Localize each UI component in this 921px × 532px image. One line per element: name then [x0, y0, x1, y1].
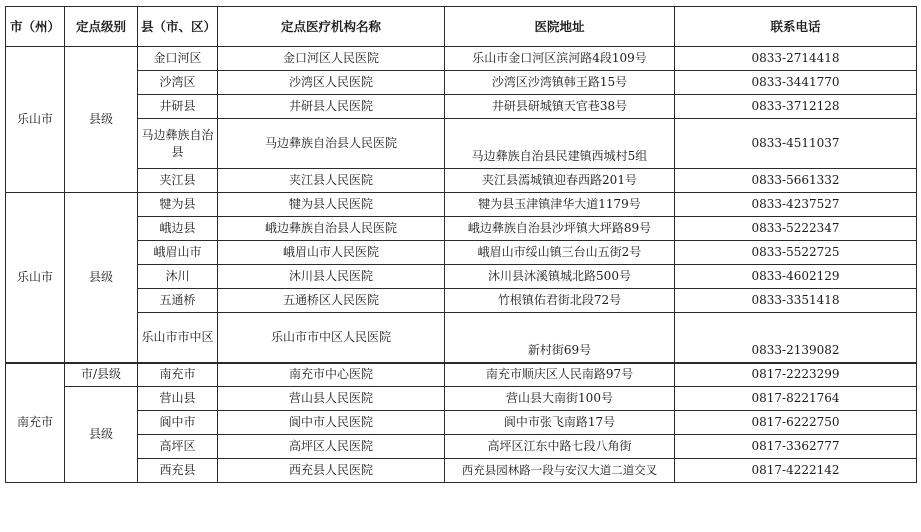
county-cell: 峨眉山市	[138, 241, 218, 265]
address-cell: 峨边彝族自治县沙坪镇大坪路89号	[445, 217, 675, 241]
county-cell: 沐川	[138, 265, 218, 289]
table-row	[6, 411, 917, 435]
table-row	[6, 193, 917, 217]
address-cell: 犍为县玉津镇津华大道1179号	[445, 193, 675, 217]
city-cell: 乐山市	[6, 47, 65, 193]
table-row	[6, 459, 917, 483]
address-cell: 沙湾区沙湾镇韩王路15号	[445, 71, 675, 95]
level-cell: 县级	[65, 193, 138, 363]
address-cell: 沐川县沐溪镇城北路500号	[445, 265, 675, 289]
address-cell: 西充县园林路一段与安汉大道二道交叉	[445, 459, 675, 483]
header-row	[6, 7, 917, 47]
county-cell: 马边彝族自治县	[138, 119, 218, 169]
header-phone: 联系电话	[675, 7, 917, 47]
table-row	[6, 217, 917, 241]
table-row	[6, 119, 917, 169]
county-cell: 营山县	[138, 387, 218, 411]
phone-cell: 0833-4511037	[675, 119, 917, 169]
hospital-cell: 井研县人民医院	[218, 95, 445, 119]
phone-cell: 0833-4602129	[675, 265, 917, 289]
table-row	[6, 435, 917, 459]
city-cell: 乐山市	[6, 193, 65, 363]
phone-cell: 0833-3441770	[675, 71, 917, 95]
county-cell: 南充市	[138, 363, 218, 387]
phone-cell: 0817-4222142	[675, 459, 917, 483]
phone-cell: 0817-2223299	[675, 363, 917, 387]
county-cell: 犍为县	[138, 193, 218, 217]
table-row	[6, 265, 917, 289]
table-row	[6, 313, 917, 363]
phone-cell: 0833-5522725	[675, 241, 917, 265]
address-cell: 夹江县漹城镇迎春西路201号	[445, 169, 675, 193]
table-row	[6, 241, 917, 265]
hospital-cell: 阆中市人民医院	[218, 411, 445, 435]
address-cell: 马边彝族自治县民建镇西城村5组	[445, 119, 675, 169]
address-cell: 高坪区江东中路七段八角街	[445, 435, 675, 459]
hospital-cell: 高坪区人民医院	[218, 435, 445, 459]
phone-cell: 0817-3362777	[675, 435, 917, 459]
hospital-cell: 南充市中心医院	[218, 363, 445, 387]
level-cell: 市/县级	[65, 363, 138, 387]
header-address: 医院地址	[445, 7, 675, 47]
address-cell: 井研县研城镇天官巷38号	[445, 95, 675, 119]
county-cell: 乐山市市中区	[138, 313, 218, 363]
county-cell: 阆中市	[138, 411, 218, 435]
address-cell: 竹根镇佑君街北段72号	[445, 289, 675, 313]
hospital-cell: 峨边彝族自治县人民医院	[218, 217, 445, 241]
hospital-cell: 五通桥区人民医院	[218, 289, 445, 313]
hospital-cell: 沙湾区人民医院	[218, 71, 445, 95]
hospital-cell: 沐川县人民医院	[218, 265, 445, 289]
hospital-cell: 金口河区人民医院	[218, 47, 445, 71]
phone-cell: 0833-5222347	[675, 217, 917, 241]
table-row	[6, 169, 917, 193]
phone-cell: 0833-2139082	[675, 313, 917, 363]
header-county: 县（市、区）	[138, 7, 218, 47]
hospital-cell: 马边彝族自治县人民医院	[218, 119, 445, 169]
phone-cell: 0833-4237527	[675, 193, 917, 217]
table-row	[6, 95, 917, 119]
table-row	[6, 71, 917, 95]
county-cell: 高坪区	[138, 435, 218, 459]
hospital-cell: 营山县人民医院	[218, 387, 445, 411]
county-cell: 五通桥	[138, 289, 218, 313]
hospital-cell: 夹江县人民医院	[218, 169, 445, 193]
county-cell: 西充县	[138, 459, 218, 483]
phone-cell: 0833-5661332	[675, 169, 917, 193]
header-level: 定点级别	[65, 7, 138, 47]
hospital-cell: 乐山市市中区人民医院	[218, 313, 445, 363]
county-cell: 峨边县	[138, 217, 218, 241]
phone-cell: 0817-6222750	[675, 411, 917, 435]
phone-cell: 0817-8221764	[675, 387, 917, 411]
phone-cell: 0833-3351418	[675, 289, 917, 313]
table-row	[6, 47, 917, 71]
table-row	[6, 387, 917, 411]
city-cell: 南充市	[6, 363, 65, 483]
table-row	[6, 363, 917, 387]
phone-cell: 0833-2714418	[675, 47, 917, 71]
address-cell: 南充市顺庆区人民南路97号	[445, 363, 675, 387]
county-cell: 夹江县	[138, 169, 218, 193]
address-cell: 营山县大南街100号	[445, 387, 675, 411]
phone-cell: 0833-3712128	[675, 95, 917, 119]
address-cell: 乐山市金口河区滨河路4段109号	[445, 47, 675, 71]
address-cell: 阆中市张飞南路17号	[445, 411, 675, 435]
county-cell: 金口河区	[138, 47, 218, 71]
address-cell: 新村街69号	[445, 313, 675, 363]
county-cell: 沙湾区	[138, 71, 218, 95]
hospital-table	[5, 6, 917, 483]
level-cell: 县级	[65, 387, 138, 483]
header-city: 市（州）	[6, 7, 65, 47]
level-cell: 县级	[65, 47, 138, 193]
hospital-cell: 西充县人民医院	[218, 459, 445, 483]
hospital-cell: 峨眉山市人民医院	[218, 241, 445, 265]
county-cell: 井研县	[138, 95, 218, 119]
table-row	[6, 289, 917, 313]
hospital-cell: 犍为县人民医院	[218, 193, 445, 217]
header-hospital: 定点医疗机构名称	[218, 7, 445, 47]
address-cell: 峨眉山市绥山镇三台山五街2号	[445, 241, 675, 265]
